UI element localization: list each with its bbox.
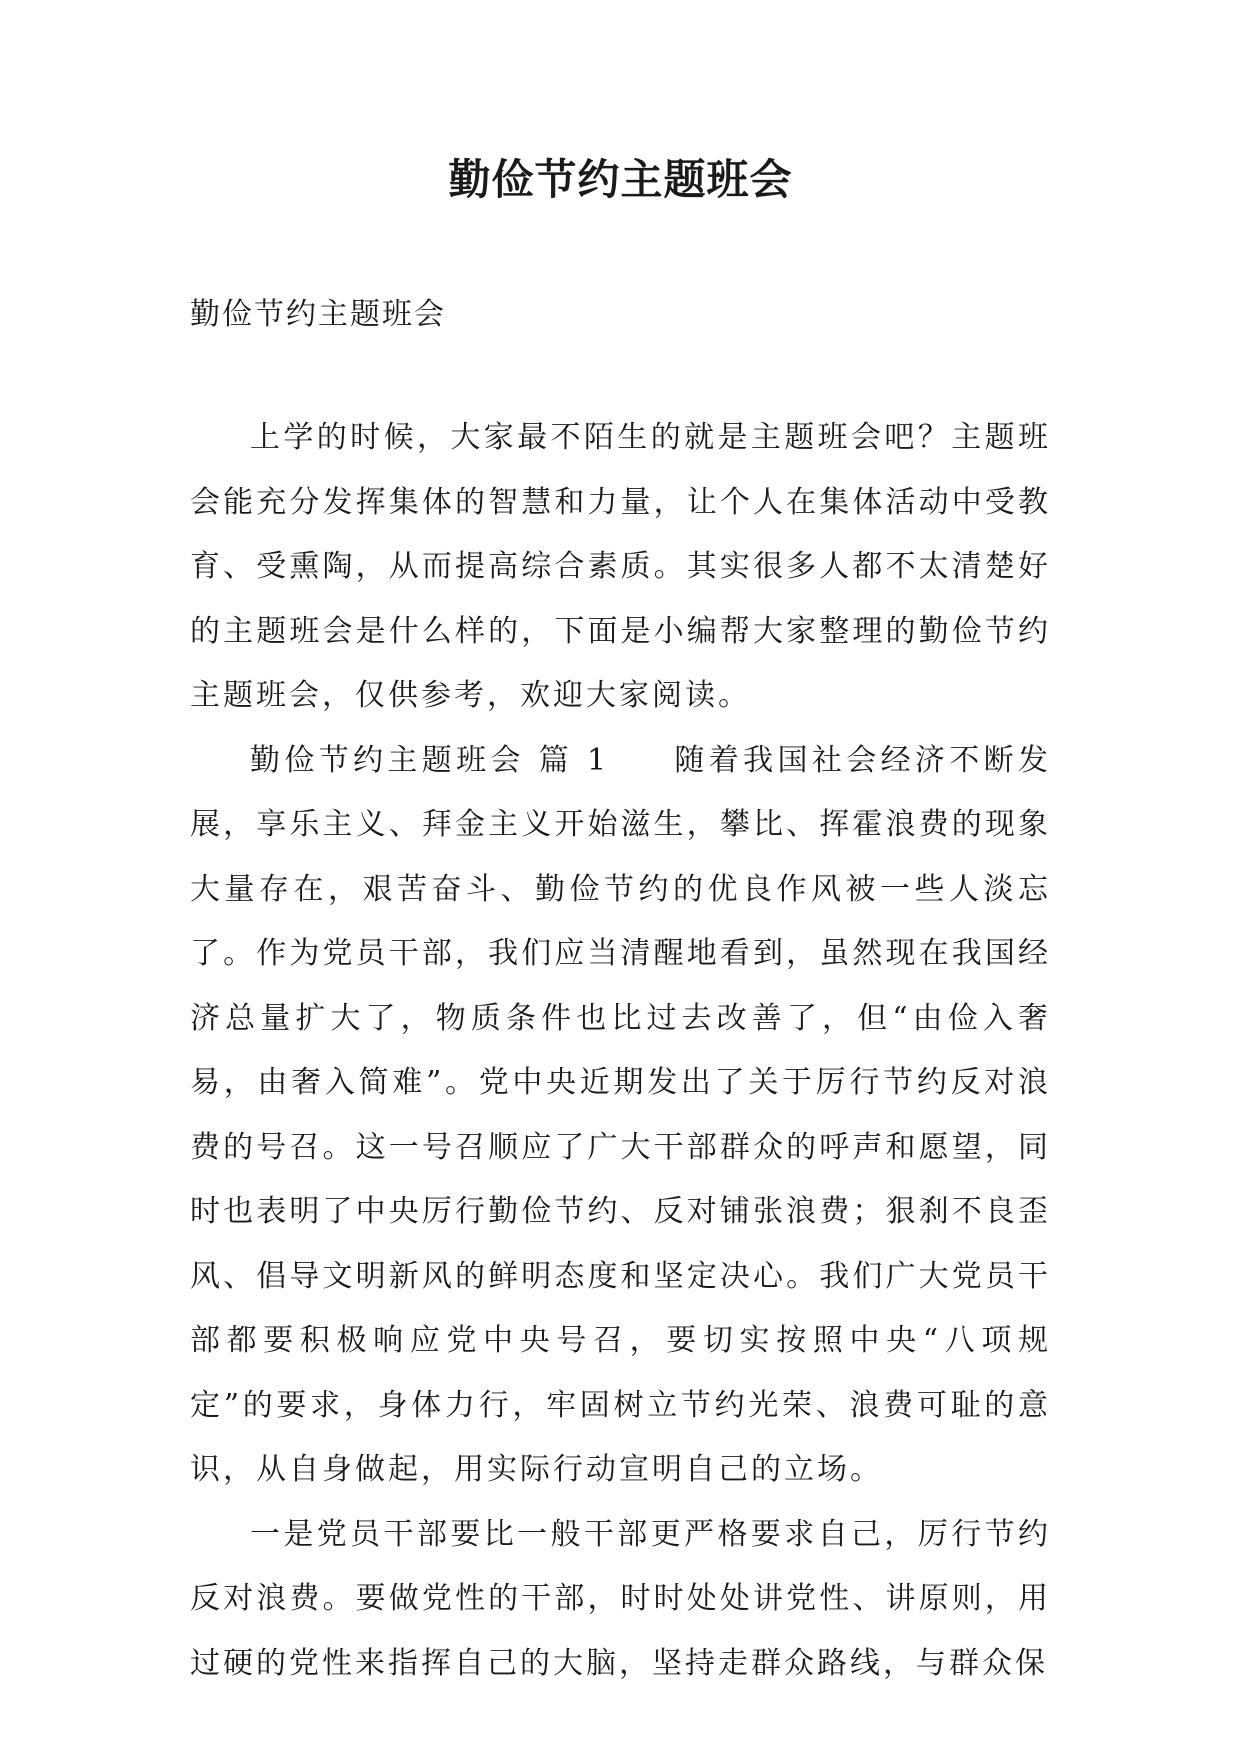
section-1-label: 勤俭节约主题班会 篇 1 (250, 742, 610, 778)
section-1-paragraph (190, 729, 1051, 1503)
intro-paragraph-text: 上学的时候，大家最不陌生的就是主题班会吧？主题班会能充分发挥集体的智慧和力量，让个人在集体活动中受教育、受熏陶，从而提高综合素质。其实很多人都不太清楚好的主题班会是什么样的，下面是小编帮大家整理的勤俭节约主题班会，仅供参考，欢迎大家阅读。 (190, 420, 1051, 713)
document-title: 勤俭节约主题班会 (448, 155, 793, 204)
document-body (190, 406, 1051, 1696)
document-subtitle: 勤俭节约主题班会 (190, 297, 446, 332)
point-1-paragraph (190, 1503, 1051, 1697)
point-1-text: 一是党员干部要比一般干部更严格要求自己，厉行节约反对浪费。要做党性的干部，时时处处讲党性、讲原则，用过硬的党性来指挥自己的大脑，坚持走群众路线，与群众保 (190, 1516, 1051, 1681)
section-1-text: 随着我国社会经济不断发展，享乐主义、拜金主义开始滋生，攀比、挥霍浪费的现象大量存在，艰苦奋斗、勤俭节约的优良作风被一些人淡忘了。作为党员干部，我们应当清醒地看到，虽然现在我国经济总量扩大了，物质条件也比过去改善了，但“由俭入奢易，由奢入简难”。党中央近期发出了关于厉行节约反对浪费的号召。这一号召顺应了广大干部群众的呼声和愿望，同时也表明了中央厉行勤俭节约、反对铺张浪费；狠刹不良歪风、倡导文明新风的鲜明态度和坚定决心。我们广大党员干部都要积极响应党中央号召，要切实按照中央“八项规定”的要求，身体力行，牢固树立节约光荣、浪费可耻的意识，从自身做起，用实际行动宣明自己的立场。 (190, 742, 1051, 1487)
intro-paragraph (190, 406, 1051, 729)
